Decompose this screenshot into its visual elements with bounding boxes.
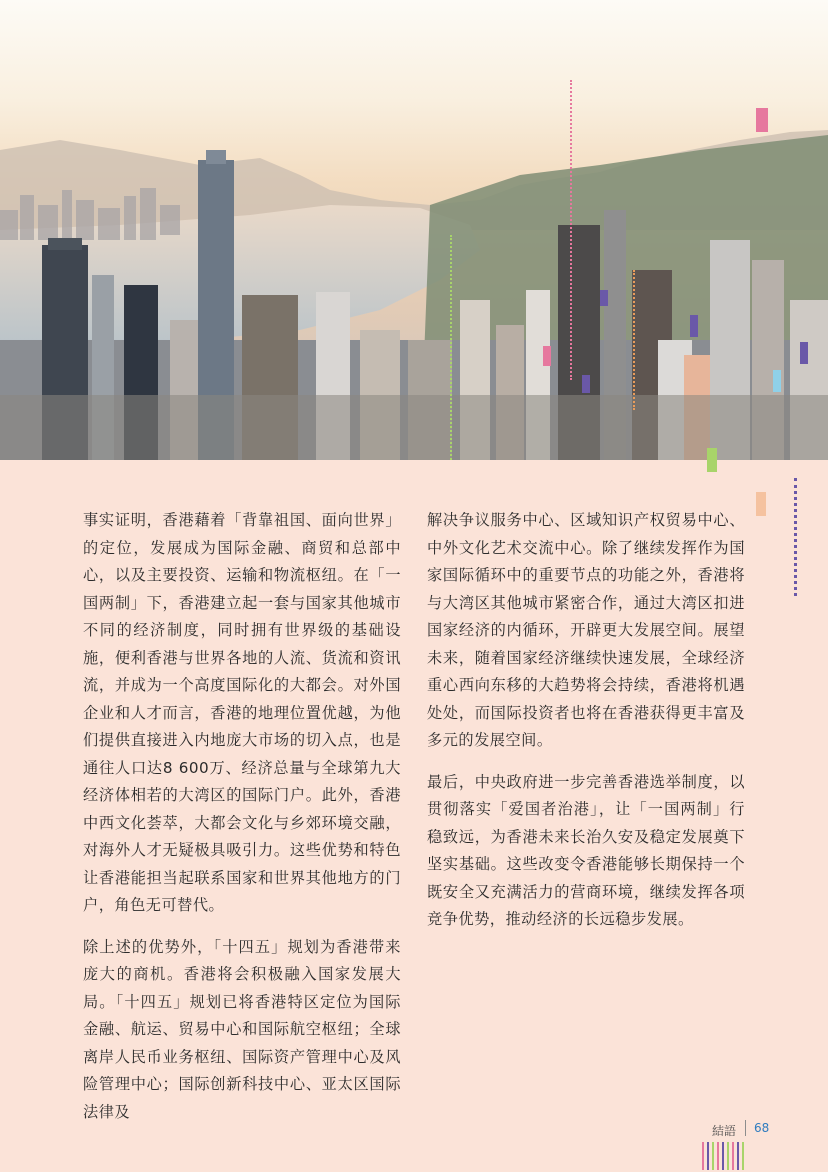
accent-block bbox=[543, 346, 551, 366]
left-text-column bbox=[83, 507, 401, 1140]
accent-block bbox=[773, 370, 781, 392]
accent-block bbox=[582, 375, 590, 393]
peach-accent-bar bbox=[756, 492, 766, 516]
accent-block bbox=[800, 342, 808, 364]
paragraph: 除上述的优势外，「十四五」规划为香港带来庞大的商机。香港将会积极融入国家发展大局。「十四五」规划已将香港特区定位为国际金融、航运、贸易中心和国际航空枢纽；全球离岸人民币业务枢纽、国际资产管理中心及风险管理中心；国际创新科技中心、亚太区国际法律及 bbox=[83, 937, 401, 1121]
accent-block bbox=[690, 315, 698, 337]
pink-dotted-line bbox=[570, 80, 572, 380]
accent-block bbox=[600, 290, 608, 306]
pink-accent-bar bbox=[756, 108, 768, 132]
green-dotted-line bbox=[450, 235, 452, 460]
footer-divider bbox=[745, 1120, 746, 1136]
purple-dotted-line bbox=[794, 478, 797, 596]
skyline-illustration bbox=[0, 0, 828, 460]
footer-stripes bbox=[702, 1142, 746, 1170]
paragraph: 最后，中央政府进一步完善香港选举制度，以贯彻落实「爱国者治港」，让「一国两制」行稳致远，为香港未来长治久安及稳定发展奠下坚实基础。这些改变令香港能够长期保持一个既安全又充满活力的营商环境，继续发挥各项竞争优势，推动经济的长远稳步发展。 bbox=[427, 772, 745, 928]
footer-section-label: 結語 bbox=[711, 1124, 736, 1138]
page-number: 68 bbox=[754, 1121, 770, 1135]
paragraph: 解决争议服务中心、区域知识产权贸易中心、中外文化艺术交流中心。除了继续发挥作为国家国际循环中的重要节点的功能之外，香港将与大湾区其他城市紧密合作，通过大湾区扣进国家经济的内循环，开辟更大发展空间。展望未来，随着国家经济继续快速发展，全球经济重心西向东移的大趋势将会持续，香港将机遇处处，而国际投资者也将在香港获得更丰富及多元的发展空间。 bbox=[427, 511, 745, 749]
orange-dotted-line bbox=[633, 270, 635, 410]
hero-city-photo bbox=[0, 0, 828, 460]
right-text-column bbox=[427, 507, 745, 948]
paragraph: 事实证明，香港藉着「背靠祖国、面向世界」的定位，发展成为国际金融、商贸和总部中心，以及主要投资、运输和物流枢纽。在「一国两制」下，香港建立起一套与国家其他城市不同的经济制度，同时拥有世界级的基础设施，便利香港与世界各地的人流、货流和资讯流，并成为一个高度国际化的大都会。对外国企业和人才而言，香港的地理位置优越，为他们提供直接进入内地庞大市场的切入点，也是通往人口达8 600万、经济总量与全球第九大经济体相若的大湾区的国际门户。此外，香港中西文化荟萃，大都会文化与乡郊环境交融，对海外人才无疑极具吸引力。这些优势和特色让香港能担当起联系国家和世界其他地方的门户，角色无可替代。 bbox=[83, 511, 401, 914]
green-accent-bar bbox=[707, 448, 717, 472]
